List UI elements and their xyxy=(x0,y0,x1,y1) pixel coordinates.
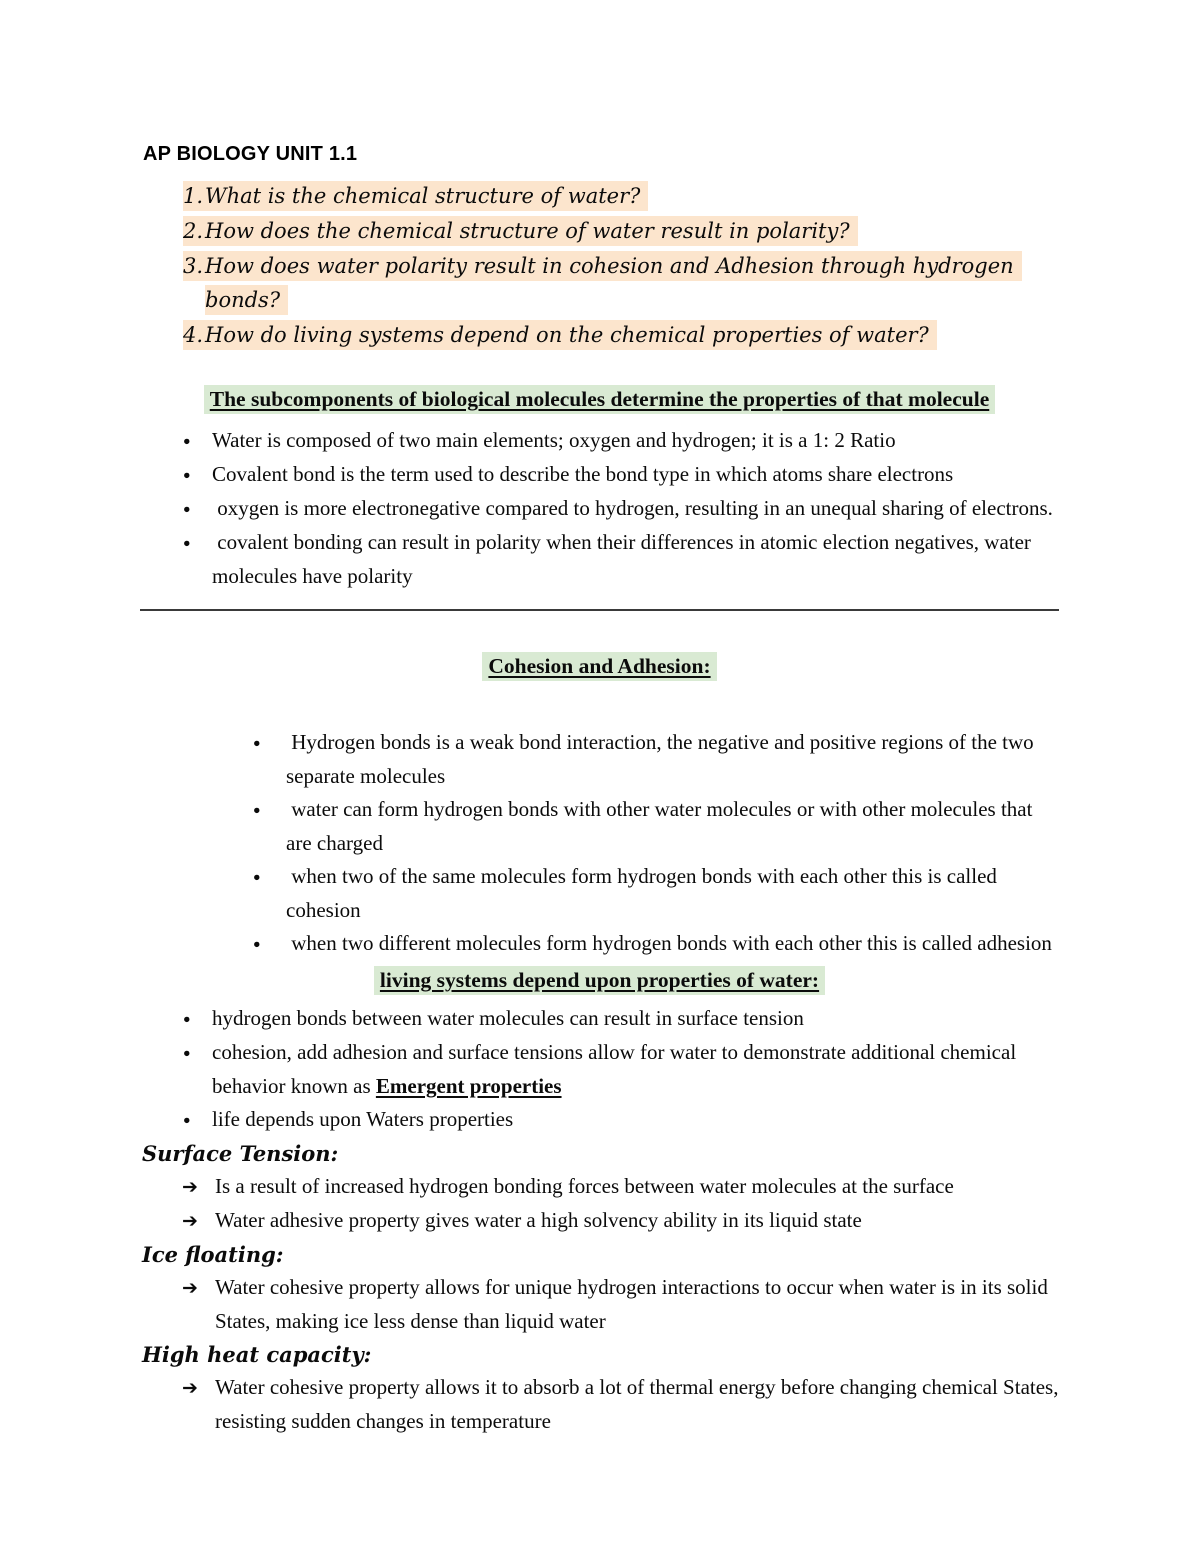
bullet-icon: ● xyxy=(183,1012,191,1026)
bullet-icon: ● xyxy=(183,536,191,550)
arrow-icon: ➔ xyxy=(182,1176,198,1198)
bullet-text: when two of the same molecules form hydrogen bonds with each other this is called cohesion xyxy=(286,864,997,922)
cohesion-bullet-list xyxy=(140,726,1059,961)
horizontal-divider xyxy=(140,609,1059,611)
question-list xyxy=(140,179,1059,352)
bullet-item xyxy=(140,726,1059,793)
question-number: 1. xyxy=(183,184,204,208)
question-item xyxy=(140,179,1059,213)
subsection-label-surface-tension: Surface Tension: xyxy=(142,1141,339,1166)
arrow-text: Is a result of increased hydrogen bonding forces between water molecules at the surface xyxy=(215,1174,954,1198)
question-text: What is the chemical structure of water? xyxy=(205,184,641,208)
bullet-text: cohesion, add adhesion and surface tensions allow for water to demonstrate additional chemical behavior known as xyxy=(212,1040,1017,1098)
arrow-icon: ➔ xyxy=(182,1377,198,1399)
bullet-text: Hydrogen bonds is a weak bond interaction, the negative and positive regions of the two separate molecules xyxy=(286,730,1034,788)
bullet-icon: ● xyxy=(183,468,191,482)
arrow-item xyxy=(140,1204,1059,1238)
question-highlight xyxy=(183,320,937,350)
bullet-item xyxy=(140,458,1059,492)
page-title: AP BIOLOGY UNIT 1.1 xyxy=(143,143,358,165)
bullet-text: water can form hydrogen bonds with other water molecules or with other molecules that are charged xyxy=(286,797,1033,855)
arrow-item xyxy=(140,1271,1059,1338)
bullet-icon: ● xyxy=(183,434,191,448)
bullet-item xyxy=(140,492,1059,526)
subsection-label-ice-floating: Ice floating: xyxy=(142,1242,284,1267)
bullet-icon: ● xyxy=(253,870,261,884)
question-item xyxy=(140,318,1059,352)
section-heading-cohesion-adhesion xyxy=(140,650,1059,683)
question-text: How does the chemical structure of water result in polarity? xyxy=(205,219,850,243)
bullet-item xyxy=(140,793,1059,860)
bullet-icon: ● xyxy=(183,502,191,516)
bullet-text: oxygen is more electronegative compared to hydrogen, resulting in an unequal sharing of electrons. xyxy=(212,496,1053,520)
bullet-item xyxy=(140,927,1059,961)
section-heading-text: Cohesion and Adhesion: xyxy=(482,652,716,681)
property-subsections xyxy=(140,1137,1059,1438)
arrow-text: Water adhesive property gives water a high solvency ability in its liquid state xyxy=(215,1208,862,1232)
arrow-item xyxy=(140,1371,1059,1438)
living-systems-bullet-list xyxy=(140,1002,1059,1137)
section-heading-living-systems xyxy=(140,964,1059,997)
bullet-icon: ● xyxy=(183,1113,191,1127)
bullet-item xyxy=(140,1103,1059,1137)
question-item xyxy=(140,214,1059,248)
bullet-icon: ● xyxy=(253,803,261,817)
section-heading-subcomponents xyxy=(140,383,1059,416)
section-heading-text: living systems depend upon properties of water: xyxy=(374,966,825,995)
bullet-icon: ● xyxy=(253,937,261,951)
bullet-text: covalent bonding can result in polarity when their differences in atomic election negatives, water molecules have polarity xyxy=(212,530,1031,588)
question-number: 4. xyxy=(183,323,204,347)
bullet-text: Covalent bond is the term used to describe the bond type in which atoms share electrons xyxy=(212,462,954,486)
question-item xyxy=(140,249,1059,317)
section-heading-text: The subcomponents of biological molecules determine the properties of that molecule xyxy=(204,385,996,414)
bullet-item xyxy=(140,424,1059,458)
bullet-item xyxy=(140,1036,1059,1103)
question-highlight xyxy=(183,216,858,246)
bullet-text: Water is composed of two main elements; oxygen and hydrogen; it is a 1: 2 Ratio xyxy=(212,428,896,452)
bullet-icon: ● xyxy=(183,1046,191,1060)
emergent-properties-emphasis: Emergent properties xyxy=(375,1074,562,1098)
bullet-item xyxy=(140,1002,1059,1036)
arrow-text: Water cohesive property allows it to absorb a lot of thermal energy before changing chemical States, resisting sudden changes in temperature xyxy=(215,1375,1059,1433)
arrow-icon: ➔ xyxy=(182,1277,198,1299)
bullet-item xyxy=(140,526,1059,593)
bullet-icon: ● xyxy=(253,736,261,750)
question-highlight xyxy=(183,251,1022,315)
arrow-item xyxy=(140,1170,1059,1204)
bullet-text: life depends upon Waters properties xyxy=(212,1107,514,1131)
arrow-icon: ➔ xyxy=(182,1210,198,1232)
arrow-text: Water cohesive property allows for unique hydrogen interactions to occur when water is in its solid States, making ice less dense than liquid water xyxy=(215,1275,1048,1333)
question-number: 2. xyxy=(183,219,204,243)
bullet-text: when two different molecules form hydrogen bonds with each other this is called adhesion xyxy=(286,931,1052,955)
bullet-item xyxy=(140,860,1059,927)
question-text: How do living systems depend on the chemical properties of water? xyxy=(205,323,929,347)
subsection-label-high-heat-capacity: High heat capacity: xyxy=(142,1342,372,1367)
question-number: 3. xyxy=(183,254,204,278)
bullet-text: hydrogen bonds between water molecules can result in surface tension xyxy=(212,1006,804,1030)
subcomponents-bullet-list xyxy=(140,424,1059,593)
question-text: How does water polarity result in cohesion and Adhesion through hydrogen bonds? xyxy=(205,254,1014,312)
question-highlight xyxy=(183,181,648,211)
